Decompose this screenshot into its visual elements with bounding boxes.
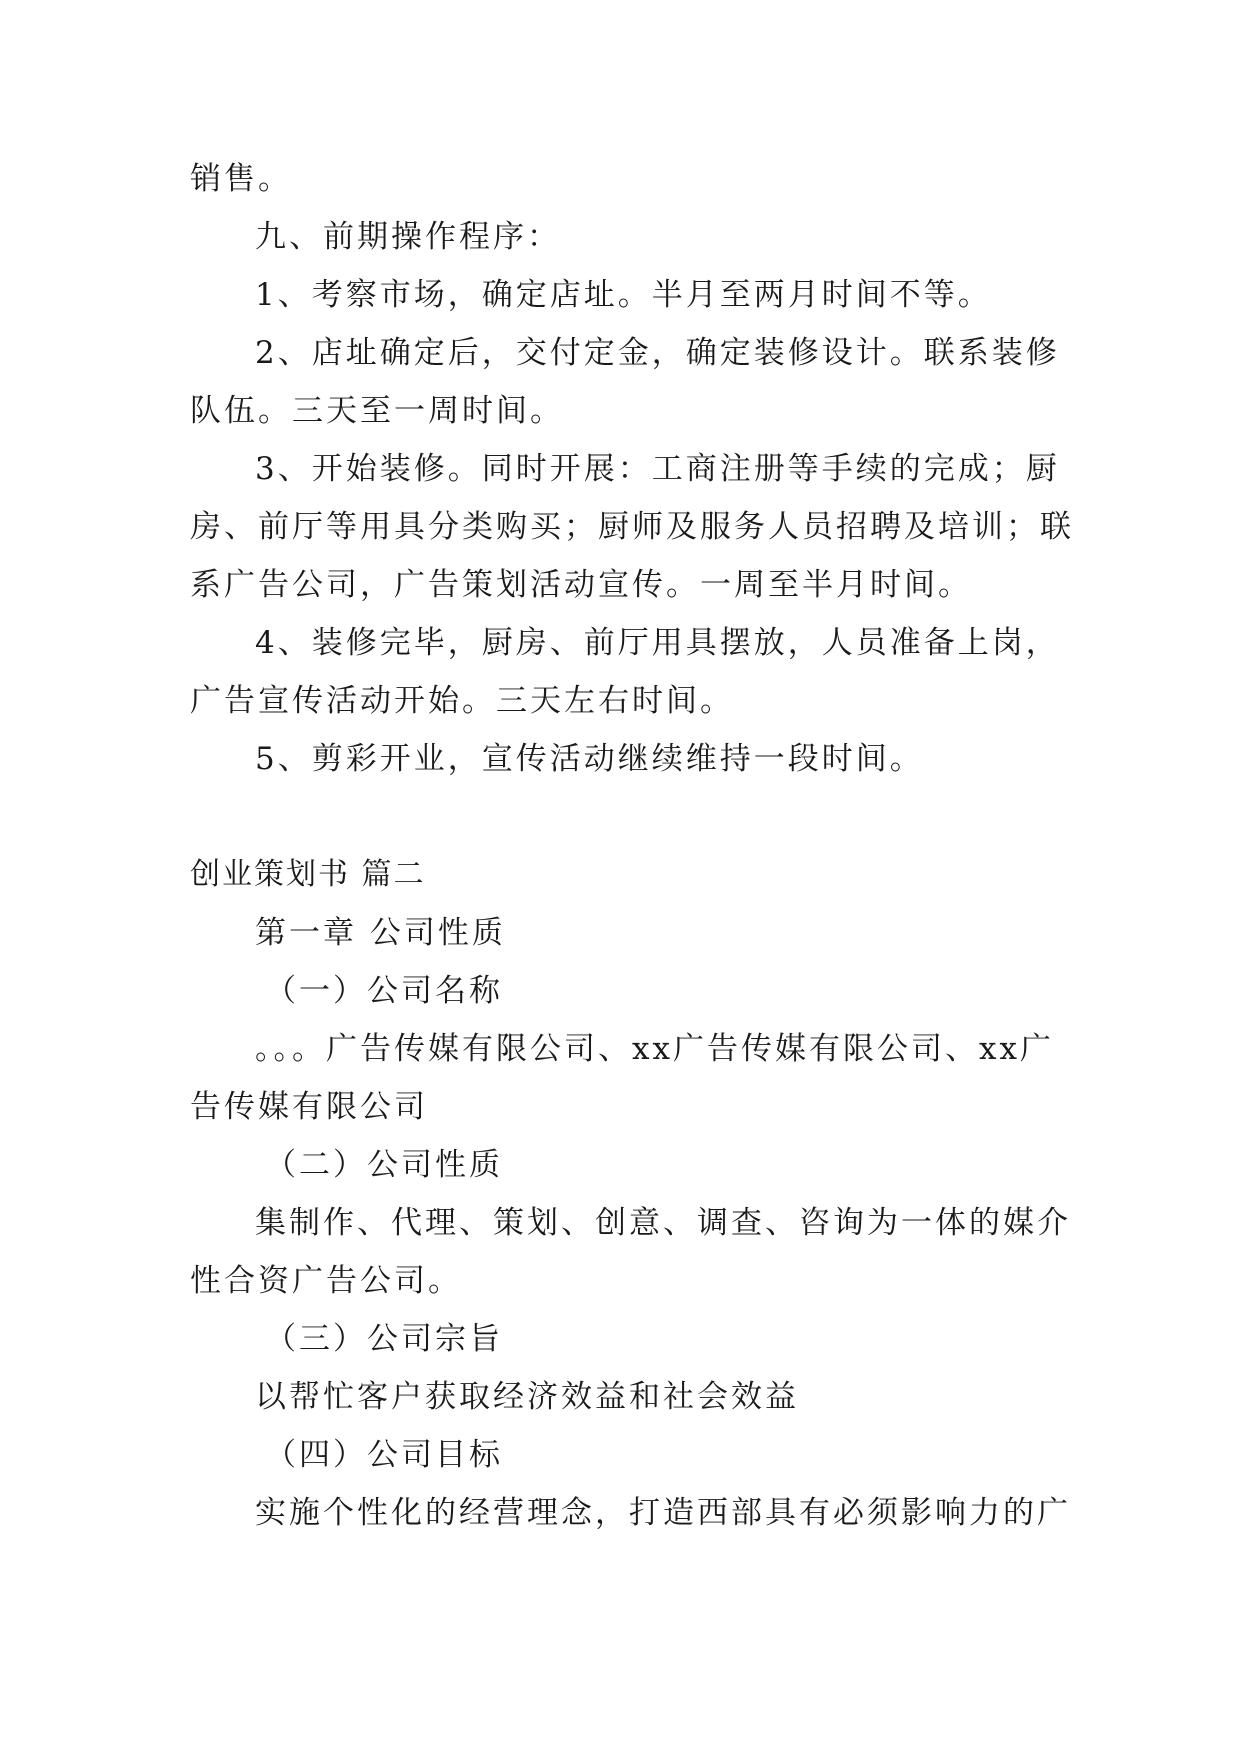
step-2-line-2: 队伍。三天至一周时间。: [190, 393, 564, 429]
subheading-company-purpose: （三）公司宗旨: [265, 1321, 503, 1357]
step-3-line-2: 房、前厅等用具分类购买；厨师及服务人员招聘及培训；联: [190, 509, 1074, 545]
company-name-line-1: 。。。广告传媒有限公司、xx广告传媒有限公司、xx广: [255, 1031, 1054, 1067]
subheading-company-name: （一）公司名称: [265, 973, 503, 1009]
company-purpose: 以帮忙客户获取经济效益和社会效益: [255, 1379, 799, 1415]
section-spacer: [190, 788, 1050, 846]
subheading-company-nature: （二）公司性质: [265, 1147, 503, 1183]
company-nature-line-1: 集制作、代理、策划、创意、调查、咨询为一体的媒介: [255, 1205, 1071, 1241]
section-title: 创业策划书 篇二: [190, 857, 426, 892]
step-2-line-1: 2、店址确定后，交付定金，确定装修设计。联系装修: [255, 335, 1060, 371]
subheading-company-goal: （四）公司目标: [265, 1437, 503, 1473]
document-body: [190, 150, 1074, 1542]
step-3-line-1: 3、开始装修。同时开展：工商注册等手续的完成；厨: [255, 451, 1060, 487]
step-5: 5、剪彩开业，宣传活动继续维持一段时间。: [255, 741, 924, 777]
step-3-line-3: 系广告公司，广告策划活动宣传。一周至半月时间。: [190, 567, 972, 603]
chapter-1-heading: 第一章 公司性质: [255, 915, 506, 951]
section-heading-9: 九、前期操作程序：: [255, 219, 561, 255]
company-nature-line-2: 性合资广告公司。: [190, 1263, 462, 1299]
step-4-line-1: 4、装修完毕，厨房、前厅用具摆放，人员准备上岗，: [255, 625, 1060, 661]
company-goal-line-1: 实施个性化的经营理念，打造西部具有必须影响力的广: [255, 1495, 1071, 1531]
step-1: 1、考察市场，确定店址。半月至两月时间不等。: [255, 277, 992, 313]
step-4-line-2: 广告宣传活动开始。三天左右时间。: [190, 683, 734, 719]
company-name-line-2: 告传媒有限公司: [190, 1089, 428, 1125]
paragraph-line: 销售。: [190, 161, 292, 197]
